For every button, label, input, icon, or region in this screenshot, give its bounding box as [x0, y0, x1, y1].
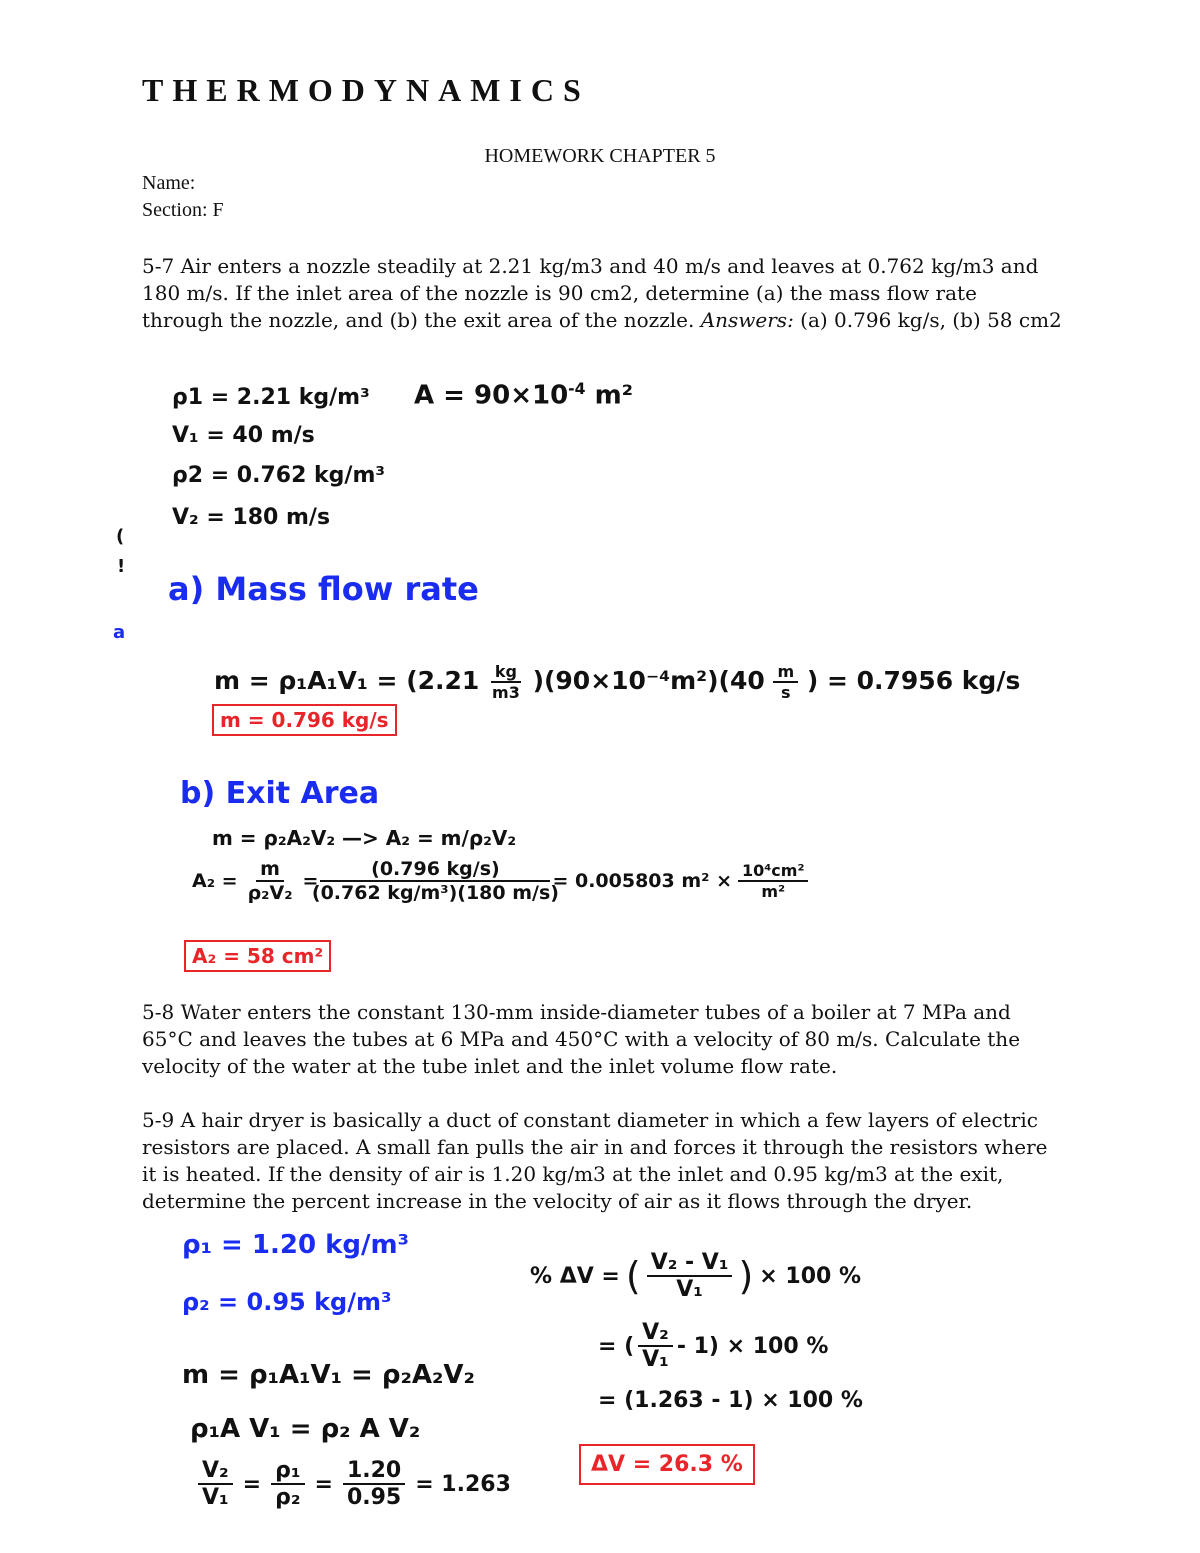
- percent-change-eq: % ΔV = ( $\frac{\text{V₂ - V₁}}{\text{V₁}}$ ) × 100 %: [530, 1250, 862, 1302]
- equation-b2-small-num: m: [256, 858, 284, 882]
- equation-a-unit-kg: kg: [491, 662, 521, 683]
- answer-a-box: m = 0.796 kg/s: [212, 704, 397, 736]
- ratio-value-num: 1.20: [343, 1458, 405, 1485]
- percent-fraction: [647, 1250, 733, 1302]
- margin-mark-2: !: [117, 556, 126, 577]
- given-rho1: ρ1 = 2.21 kg/m³: [172, 385, 370, 410]
- percent-line2-a: = (: [598, 1333, 635, 1359]
- percent-line2-den: V₁: [642, 1347, 669, 1372]
- ratio-mid: [271, 1458, 304, 1510]
- ratio-mid-den: ρ₂: [275, 1485, 301, 1510]
- ratio-lhs-num: V₂: [198, 1458, 233, 1485]
- name-label: Name:: [142, 172, 196, 194]
- rho1-value: ρ₁ = 1.20 kg/m³: [182, 1230, 409, 1260]
- answers-text: (a) 0.796 kg/s, (b) 58 cm2: [800, 308, 1062, 332]
- equation-b2-numerator: (0.796 kg/s): [320, 858, 550, 882]
- equation-b2-small-den: ρ₂V₂: [247, 882, 293, 904]
- equation-b2-conversion: [738, 861, 808, 901]
- percent-lhs: % ΔV =: [530, 1263, 620, 1289]
- given-rho2: ρ2 = 0.762 kg/m³: [172, 463, 386, 488]
- given-v2: V₂ = 180 m/s: [172, 505, 331, 530]
- given-area-exponent: -4: [568, 380, 586, 398]
- continuity-equation: m = ρ₁A₁V₁ = ρ₂A₂V₂: [182, 1360, 475, 1390]
- equation-a-unit-density: [488, 662, 524, 702]
- percent-tail: × 100 %: [759, 1263, 862, 1289]
- equation-a-right: ) = 0.7956 kg/s: [806, 666, 1021, 695]
- given-area: [414, 380, 633, 411]
- equation-b2-conv-den: m²: [761, 882, 786, 901]
- equation-b1: m = ρ₂A₂V₂ —> A₂ = m/ρ₂V₂: [212, 826, 517, 850]
- given-v1: V₁ = 40 m/s: [172, 423, 315, 448]
- margin-mark-3: a: [113, 622, 126, 643]
- given-area-unit: m²: [594, 380, 634, 411]
- ratio-value: [343, 1458, 405, 1510]
- percent-line2-num: V₂: [638, 1320, 673, 1347]
- percent-frac-num: V₂ - V₁: [647, 1250, 733, 1277]
- percent-line-3: = (1.263 - 1) × 100 %: [598, 1388, 863, 1413]
- equation-a-unit-s: s: [781, 683, 791, 702]
- velocity-ratio: $\frac{\text{V₂}}{\text{V₁}}$ = $\frac{\text{ρ₁}}{\text{ρ₂}}$ = $\frac{1.20}{0.95}$ = 1.263: [198, 1458, 511, 1510]
- given-area-base: A = 90×10: [414, 380, 569, 411]
- answer-b-box: A₂ = 58 cm²: [184, 940, 331, 972]
- ratio-lhs-den: V₁: [202, 1485, 229, 1510]
- ratio-lhs: [198, 1458, 233, 1510]
- equation-a: [214, 662, 1020, 702]
- ratio-result: = 1.263: [415, 1471, 511, 1497]
- percent-frac-den: V₁: [676, 1277, 703, 1302]
- equation-b2-lhs: A₂ =: [192, 870, 238, 892]
- ratio-value-den: 0.95: [346, 1485, 402, 1510]
- ratio-mid-num: ρ₁: [271, 1458, 304, 1485]
- percent-line2-b: - 1) × 100 %: [676, 1333, 829, 1359]
- homework-subtitle: HOMEWORK CHAPTER 5: [484, 145, 716, 167]
- margin-mark-1: (: [116, 526, 125, 547]
- part-b-heading: b) Exit Area: [180, 776, 380, 811]
- answer-velocity-increase: ΔV = 26.3 %: [579, 1444, 755, 1485]
- part-a-heading: a) Mass flow rate: [168, 570, 479, 608]
- section-label: Section: F: [142, 199, 224, 221]
- equation-b2-result: = 0.005803 m² ×: [552, 870, 733, 892]
- equation-b2-fraction: [311, 858, 559, 904]
- equation-a-unit-m: m: [773, 662, 798, 683]
- percent-line2-fraction: [638, 1320, 673, 1372]
- equation-b2-small-fraction: [244, 858, 297, 904]
- equation-a-unit-m3: m3: [492, 683, 520, 702]
- problem-5-7: [142, 253, 1062, 334]
- problem-5-8: 5-8 Water enters the constant 130-mm inside-diameter tubes of a boiler at 7 MPa and 65°C and leaves the tubes at 6 MPa and 450°C with a velocity of 80 m/s. Calculate the velocity of the water at the tube inlet and the inlet volume flow rate.: [142, 1000, 1021, 1078]
- document-title: THERMODYNAMICS: [142, 72, 590, 108]
- equation-a-unit-velocity: [773, 662, 798, 702]
- problem-5-9: 5-9 A hair dryer is basically a duct of constant diameter in which a few layers of electric resistors are placed. A small fan pulls the air in and forces it through the resistors where it is heated. If the density of air is 1.20 kg/m3 at the inlet and 0.95 kg/m3 at the exit, determine the percent increase in the velocity of air as it flows through the dryer.: [142, 1108, 1048, 1213]
- problem-5-7-text: 5-7 Air enters a nozzle steadily at 2.21 kg/m3 and 40 m/s and leaves at 0.762 kg/m3 and 180 m/s. If the inlet area of the nozzle is 90 cm2, determine (a) the mass flow rate through the nozzle, and (b) the exit area of the nozzle.: [142, 254, 1039, 332]
- rho2-value: ρ₂ = 0.95 kg/m³: [182, 1288, 392, 1316]
- equation-b2-conv-num: 10⁴cm²: [738, 861, 808, 882]
- equation-b2-denominator: (0.762 kg/m³)(180 m/s): [311, 882, 559, 904]
- answers-label: Answers:: [700, 308, 794, 332]
- percent-line-2: [598, 1320, 828, 1372]
- equation-b2: A₂ = $\frac{m}{\text{ρ₂V₂}}$ = $\frac{(0.796 kg/s)}{\text{(0.762 kg/m³)(180 m/s)}}$ = 0.005803 m² × $\frac{\text{10⁴cm²}}{\text{m²}}$: [192, 858, 808, 904]
- continuity-simplified: ρ₁A V₁ = ρ₂ A V₂: [190, 1414, 421, 1444]
- equation-a-left: m = ρ₁A₁V₁ = (2.21: [214, 666, 480, 695]
- equation-a-mid: )(90×10⁻⁴m²)(40: [532, 666, 765, 695]
